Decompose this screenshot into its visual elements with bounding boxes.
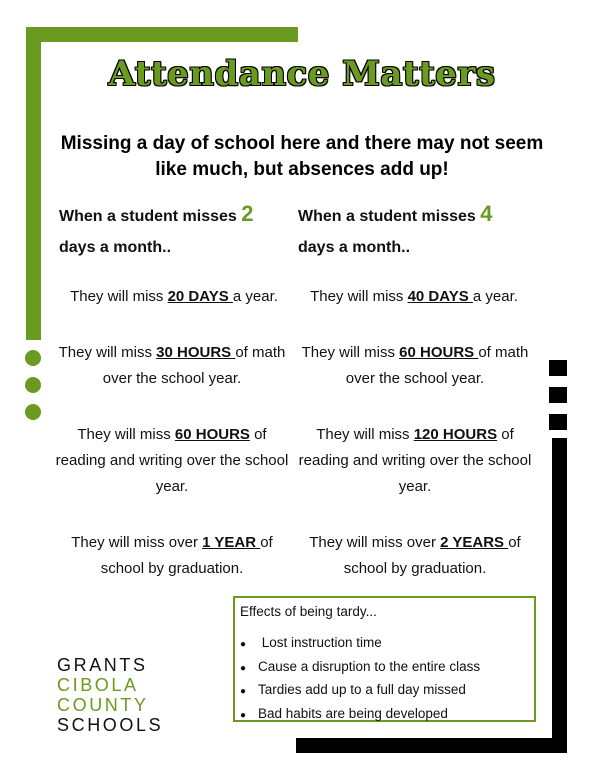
tardy-effects-box [233, 596, 536, 722]
list-item [240, 631, 480, 655]
stat-math-hours [295, 340, 535, 392]
stat-highlight: 20 DAYS [167, 288, 233, 305]
stat-text: They will miss [77, 426, 175, 443]
list-item [240, 702, 480, 726]
stat-text: a year. [232, 288, 278, 305]
heading-text: days a month.. [298, 239, 411, 256]
stat-text: They will miss [301, 344, 400, 361]
green-dot [25, 377, 41, 393]
black-frame-segment [549, 414, 567, 430]
logo-line: GRANTS [57, 655, 148, 675]
stat-text: of school by graduation. [100, 534, 273, 577]
column-heading-4-days [298, 198, 538, 263]
list-item-text: Cause a disruption to the entire class [258, 658, 481, 674]
black-frame-segment [549, 360, 567, 376]
stat-math-hours [52, 340, 292, 392]
logo-line: SCHOOLS [57, 715, 164, 735]
tardy-title: Effects of being tardy... [240, 604, 377, 619]
list-item-text: Lost instruction time [258, 635, 382, 650]
list-item [240, 655, 480, 679]
stat-highlight: 30 HOURS [156, 344, 236, 361]
bullet-icon: ● [240, 709, 247, 721]
stat-highlight: 60 HOURS [399, 344, 479, 361]
stat-text: They will miss [70, 288, 168, 305]
stat-reading-hours [52, 422, 292, 500]
stat-highlight: 2 YEARS [440, 534, 509, 551]
stat-text: They will miss [316, 426, 414, 443]
heading-number: 4 [480, 201, 493, 226]
stat-days-missed [54, 284, 294, 310]
green-dot [25, 350, 41, 366]
stat-text: They will miss [310, 288, 408, 305]
stat-highlight: 40 DAYS [407, 288, 473, 305]
stat-text: a year. [472, 288, 518, 305]
stat-highlight: 60 HOURS [174, 426, 250, 443]
stat-text: of math over the school year. [102, 344, 286, 387]
bullet-icon: ● [240, 686, 247, 697]
stat-text: of math over the school year. [345, 344, 529, 387]
stat-reading-hours [295, 422, 535, 500]
stat-text: They will miss over [71, 534, 203, 551]
stat-text: They will miss over [309, 534, 441, 551]
stat-text: They will miss [58, 344, 157, 361]
green-dot [25, 404, 41, 420]
stat-highlight: 1 YEAR [202, 534, 261, 551]
column-heading-2-days [59, 198, 299, 263]
green-frame-top [26, 27, 298, 42]
stat-highlight: 120 HOURS [413, 426, 498, 443]
stat-graduation [295, 530, 535, 582]
list-item [240, 678, 480, 702]
stat-text: of reading and writing over the school year. [55, 426, 289, 495]
bullet-icon: ● [240, 639, 247, 650]
page-title: Attendance Matters [108, 54, 496, 94]
stat-text: of school by graduation. [343, 534, 521, 577]
tardy-list [240, 631, 480, 725]
bullet-icon: ● [240, 662, 247, 674]
heading-text: days a month.. [59, 239, 172, 256]
logo-line: COUNTY [57, 695, 149, 715]
logo-line: CIBOLA [57, 675, 139, 695]
stat-days-missed [294, 284, 534, 310]
list-item-text: Tardies add up to a full day missed [258, 682, 466, 697]
black-frame-segment [549, 387, 567, 403]
district-logo [57, 655, 187, 735]
black-frame-right [552, 438, 567, 753]
subtitle: Missing a day of school here and there may not seem like much, but absences add up! [60, 133, 544, 180]
list-item-text: Bad habits are being developed [258, 705, 448, 721]
stat-graduation [52, 530, 292, 582]
heading-text: When a student misses [59, 208, 237, 225]
black-frame-bottom [296, 738, 567, 753]
heading-number: 2 [241, 201, 254, 226]
heading-text: When a student misses [298, 208, 476, 225]
stat-text: of reading and writing over the school year. [298, 426, 532, 495]
